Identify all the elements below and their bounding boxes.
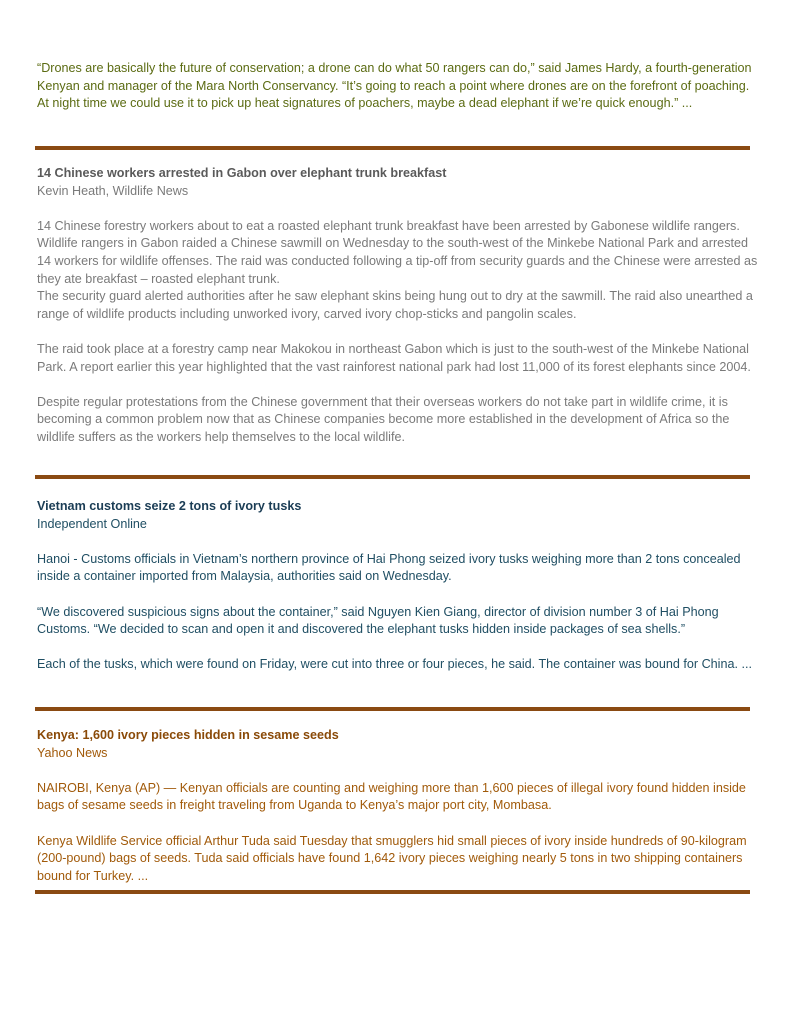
article-paragraph: “We discovered suspicious signs about the container,” said Nguyen Kien Giang, director of division number 3 of Hai Phong Customs. “We decided to scan and open it and discovered the elephant tusks hidden inside packages of sea shells.” [37,604,719,637]
section-divider [35,146,750,150]
article-paragraph: Hanoi - Customs officials in Vietnam’s northern province of Hai Phong seized ivory tusks weighing more than 2 tons concealed inside a container imported from Malaysia, authorities said on Wednesday. [37,551,741,584]
article-paragraph: The raid took place at a forestry camp near Makokou in northeast Gabon which is just to the south-west of the Minkebe National Park. A report earlier this year highlighted that the vast rainforest national park had lost 11,000 of its forest elephants since 2004. [37,341,751,374]
article-title: 14 Chinese workers arrested in Gabon over elephant trunk breakfast [37,166,447,180]
article-vietnam [37,498,763,674]
article-paragraph: Each of the tusks, which were found on Friday, were cut into three or four pieces, he said. The container was bound for China. ... [37,657,752,672]
article-title: Vietnam customs seize 2 tons of ivory tusks [37,499,302,513]
article-paragraph: “Drones are basically the future of conservation; a drone can do what 50 rangers can do,” said James Hardy, a fourth-generation Kenyan and manager of the Mara North Conservancy. “It’s going to reach a point where drones are on the forefront of poaching. At night time we could use it to pick up heat signatures of poachers, maybe a dead elephant if we’re quick enough.” ... [37,61,752,111]
article-source: Independent Online [37,516,147,531]
article-title: Kenya: 1,600 ivory pieces hidden in sesame seeds [37,728,339,742]
article-source: Yahoo News [37,745,108,760]
article-paragraph: 14 Chinese forestry workers about to eat a roasted elephant trunk breakfast have been arrested by Gabonese wildlife rangers. Wildlife rangers in Gabon raided a Chinese sawmill on Wednesday to the south-west of the Minkebe National Park and arrested 14 workers for wildlife offenses. The raid was conducted following a tip-off from security guards and the Chinese were arrested as they ate breakfast – roasted elephant trunk. [37,218,758,286]
article-paragraph: NAIROBI, Kenya (AP) — Kenyan officials are counting and weighing more than 1,600 pieces of illegal ivory found hidden inside bags of sesame seeds in freight traveling from Uganda to Kenya’s major port city, Mombasa. [37,780,746,813]
article-paragraph: The security guard alerted authorities after he saw elephant skins being hung out to dry at the sawmill. The raid also unearthed a range of wildlife products including unworked ivory, carved ivory chop-sticks and pangolin scales. [37,289,753,321]
article-kenya [37,727,763,885]
article-paragraph: Despite regular protestations from the Chinese government that their overseas workers do not take part in wildlife crime, it is becoming a common problem now that as Chinese companies become more established in the development of Africa so the wildlife suffers as the workers help themselves to the local wildlife. [37,394,730,444]
article-paragraph: Kenya Wildlife Service official Arthur Tuda said Tuesday that smugglers hid small pieces of ivory inside hundreds of 90-kilogram (200-pound) bags of seeds. Tuda said officials have found 1,642 ivory pieces weighing nearly 5 tons in two shipping containers bound for Turkey. ... [37,833,747,883]
article-gabon [37,165,763,447]
section-divider [35,475,750,479]
article-drones [37,60,763,113]
section-divider [35,890,750,894]
section-divider [35,707,750,711]
article-source: Kevin Heath, Wildlife News [37,183,189,198]
